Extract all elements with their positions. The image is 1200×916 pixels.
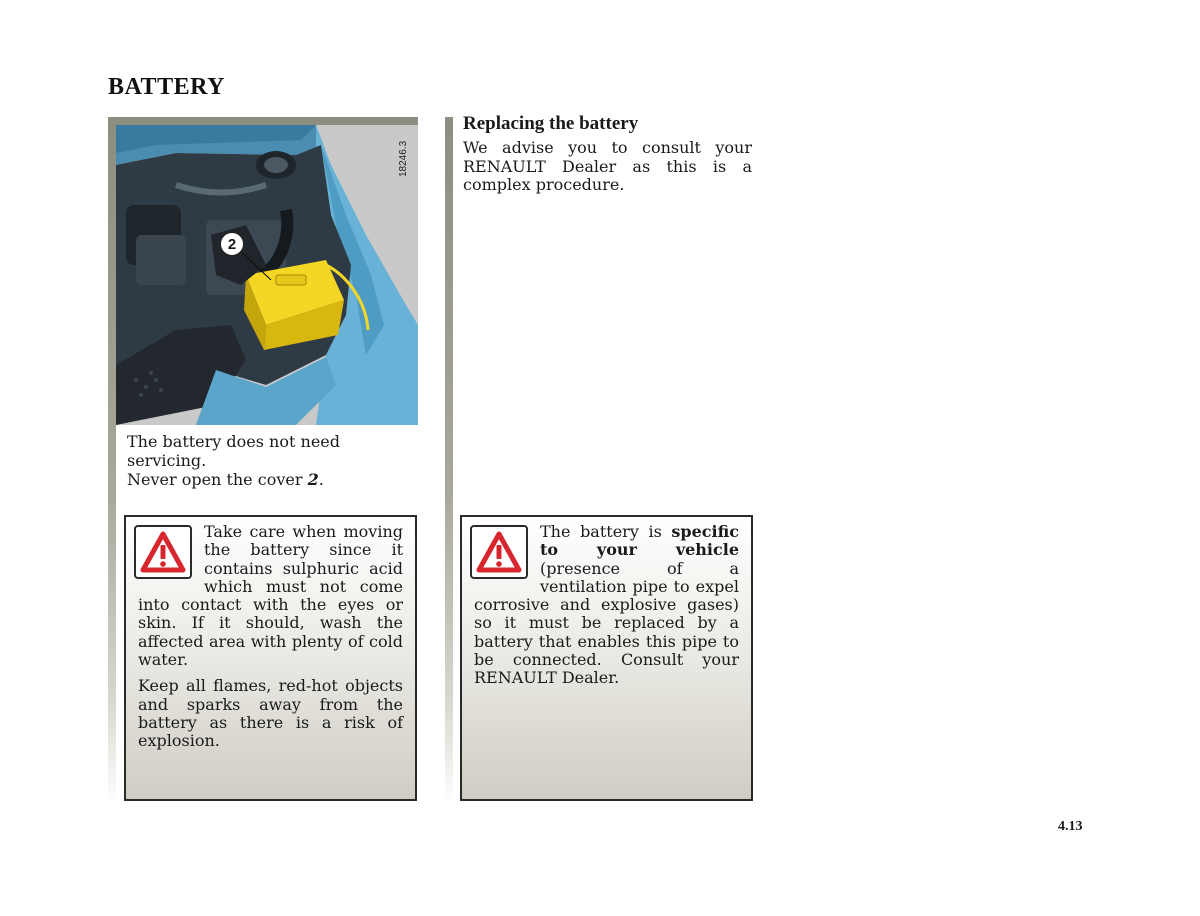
callout-marker (220, 232, 244, 256)
warning-triangle-icon (134, 525, 192, 579)
warning-box-specific (460, 515, 753, 801)
page-number: 4.13 (1058, 819, 1083, 834)
page-title: BATTERY (108, 74, 225, 100)
figure-caption (127, 432, 419, 489)
callout-number: 2 (227, 235, 237, 253)
warning-specific-lead: The battery is (540, 522, 672, 541)
figure-top-bar (108, 117, 418, 125)
warning-specific-bold: specific to your vehicle (540, 522, 739, 560)
caption-line-2 (127, 470, 419, 489)
caption-cover-ref: 2 (307, 470, 319, 489)
warning-box-acid (124, 515, 417, 801)
caption-line-1: The battery does not need servicing. (127, 432, 340, 470)
section-heading-replacing: Replacing the battery (463, 113, 639, 134)
right-column-sidebar (445, 117, 453, 806)
warning-flames-text: Keep all flames, red-hot objects and sparks away from the battery as there is a risk of explosion. (138, 676, 403, 751)
warning-specific-rest: (presence of a ventilation pipe to expel corrosive and explosive gases) so it must be replaced by a battery that enables this pipe to be connected. Consult your RENAULT Dealer. (474, 558, 739, 688)
caption-line-2-end: . (318, 470, 324, 489)
warning-triangle-icon (470, 525, 528, 579)
figure-reference-code: 18246.3 (398, 140, 409, 177)
caption-line-2-text: Never open the cover (127, 470, 308, 489)
left-column-sidebar (108, 117, 116, 806)
battery-illustration (116, 125, 418, 425)
warning-acid-text: Take care when moving the battery since it contains sulphuric acid which must not come into contact with the eyes or skin. If it should, wash the affected area with plenty of cold water. (138, 522, 403, 670)
replacing-paragraph: We advise you to consult your RENAULT Dealer as this is a complex procedure. (463, 138, 752, 194)
